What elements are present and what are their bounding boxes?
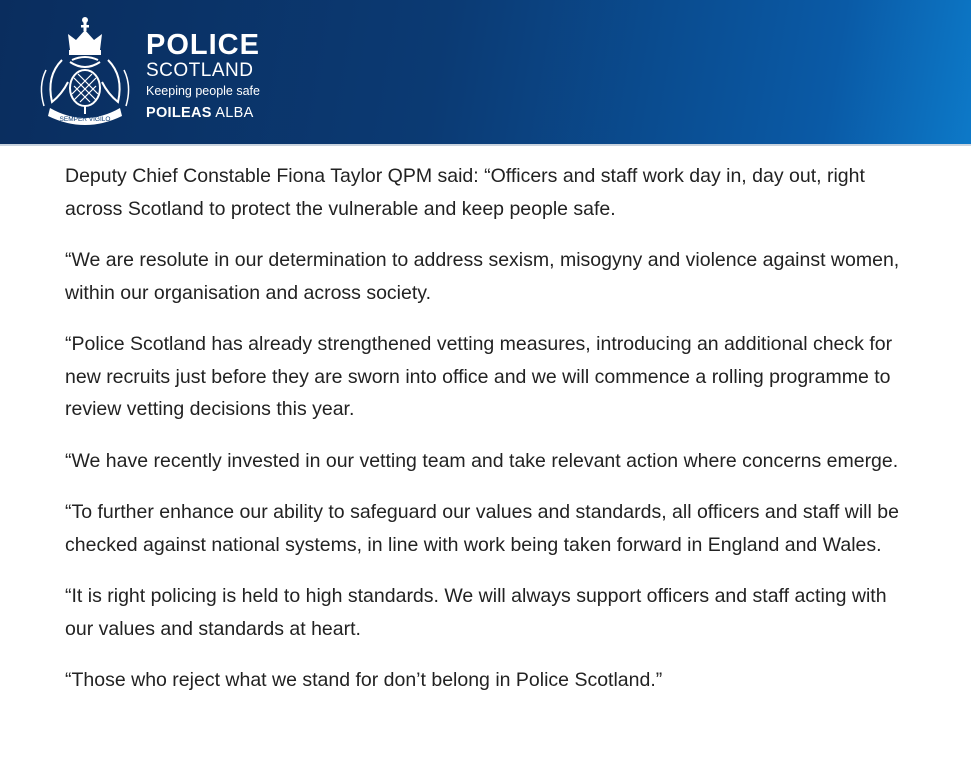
statement-paragraph: “We are resolute in our determination to address sexism, misogyny and violence against women, within our organisation and across society. [65, 249, 900, 304]
brand-gaelic-light: ALBA [215, 105, 254, 121]
statement-paragraph: “It is right policing is held to high standards. We will always support officers and staff acting with our values and standards at heart. [65, 585, 887, 640]
statement-body [65, 160, 910, 716]
brand-subtitle: SCOTLAND [146, 60, 254, 81]
brand-gaelic-bold: POILEAS [146, 105, 212, 121]
statement-paragraph: “Those who reject what we stand for don’t belong in Police Scotland.” [65, 669, 663, 691]
statement-paragraph: “We have recently invested in our vetting team and take relevant action where concerns emerge. [65, 449, 899, 472]
brand-gaelic [146, 105, 260, 122]
crest-motto: SEMPER VIGILO [59, 116, 111, 123]
brand-title: POLICE [146, 29, 260, 61]
brand-tagline: Keeping people safe [146, 84, 260, 98]
header-banner [0, 0, 971, 146]
police-scotland-crest-icon [32, 10, 138, 128]
statement-paragraph: Deputy Chief Constable Fiona Taylor QPM said: “Officers and staff work day in, day out, right across Scotland to protect the vulnerable and keep people safe. [65, 165, 865, 220]
statement-paragraph: “To further enhance our ability to safeguard our values and standards, all officers and staff will be checked against national systems, in line with work being taken forward in England and Wales. [65, 501, 899, 556]
statement-paragraph: “Police Scotland has already strengthened vetting measures, introducing an additional check for new recruits just before they are sworn into office and we will commence a rolling programme to review vetting decisions this year. [65, 333, 893, 420]
brand-wordmark [146, 31, 260, 122]
